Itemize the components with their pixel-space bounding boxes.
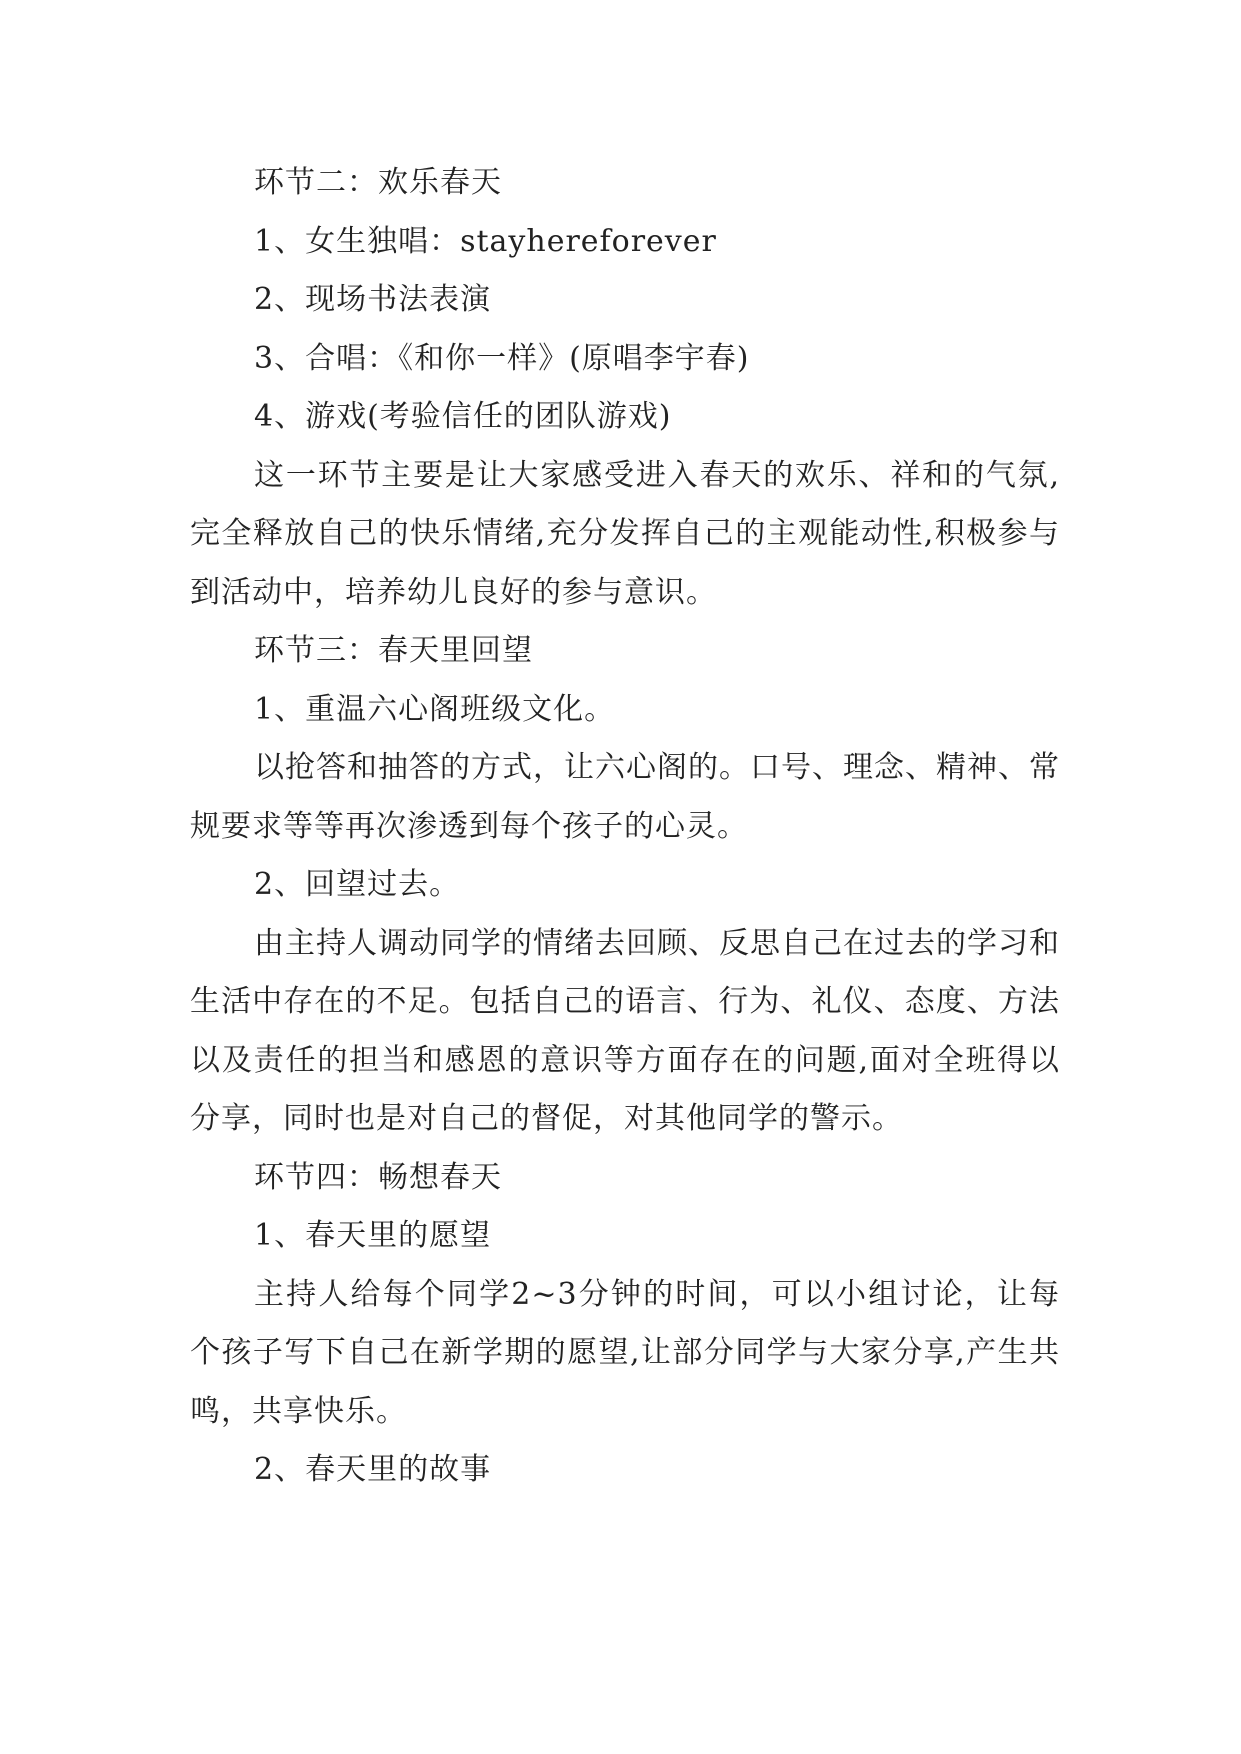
- list-item: 2、春天里的故事: [254, 1452, 492, 1487]
- list-item: 1、春天里的愿望: [254, 1218, 492, 1253]
- body-paragraph: 这一环节主要是让大家感受进入春天的欢乐、祥和的气氛,完全释放自己的快乐情绪,充分发挥自己的主观能动性,积极参与到活动中，培养幼儿良好的参与意识。: [190, 457, 1060, 610]
- body-paragraph: 以抢答和抽答的方式，让六心阁的。口号、理念、精神、常规要求等等再次渗透到每个孩子的心灵。: [190, 750, 1060, 844]
- list-item: 4、游戏(考验信任的团队游戏): [254, 399, 672, 434]
- section-heading-3: 环节三：春天里回望: [254, 633, 533, 668]
- list-item: 1、重温六心阁班级文化。: [254, 691, 616, 727]
- body-paragraph: 由主持人调动同学的情绪去回顾、反思自己在过去的学习和生活中存在的不足。包括自己的语言、行为、礼仪、态度、方法以及责任的担当和感恩的意识等方面存在的问题,面对全班得以分享，同时也是对自己的督促，对其他同学的警示。: [190, 925, 1060, 1136]
- section-heading-4: 环节四：畅想春天: [254, 1159, 502, 1195]
- list-item: 2、回望过去。: [254, 867, 461, 902]
- body-paragraph: 主持人给每个同学2~3分钟的时间，可以小组讨论，让每个孩子写下自己在新学期的愿望,让部分同学与大家分享,产生共鸣，共享快乐。: [190, 1276, 1060, 1429]
- section-heading-2: 环节二：欢乐春天: [254, 165, 502, 200]
- document-body: [190, 154, 1060, 1500]
- list-item: 2、现场书法表演: [254, 282, 492, 317]
- list-item: 3、合唱：《和你一样》(原唱李宇春): [254, 340, 750, 376]
- list-item: 1、女生独唱：stayhereforever: [254, 223, 717, 259]
